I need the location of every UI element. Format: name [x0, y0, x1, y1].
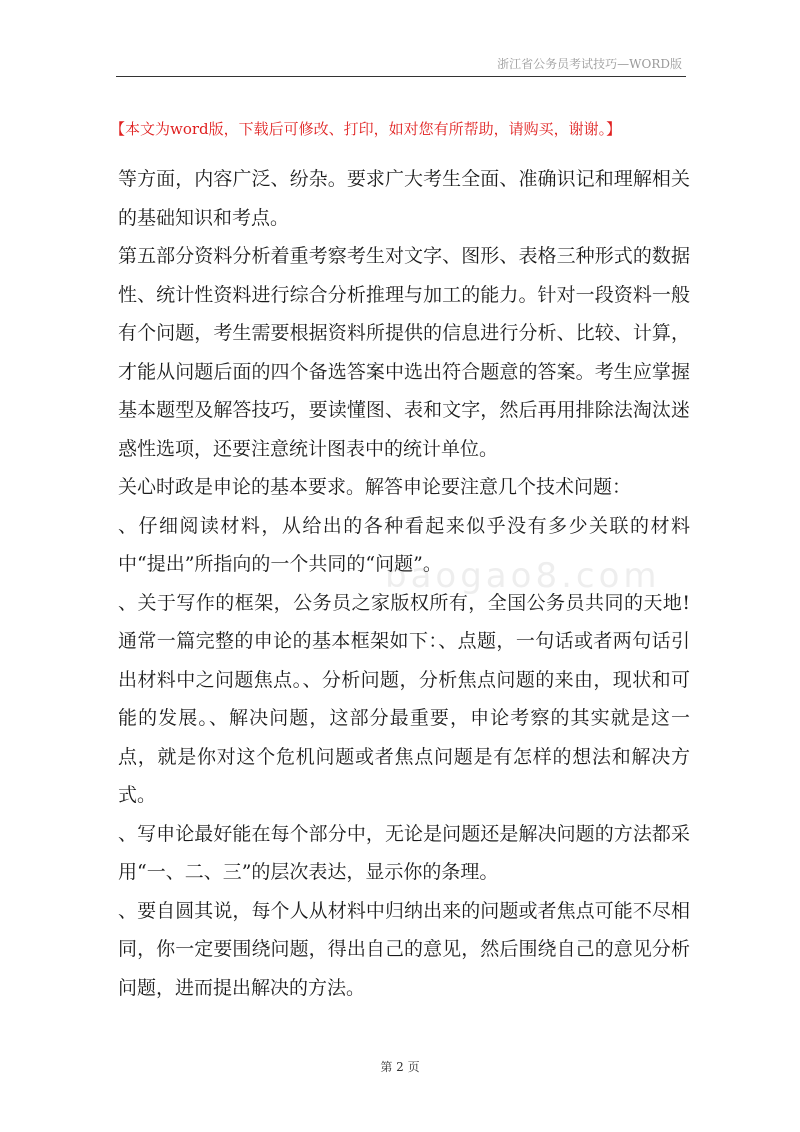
header-title: 浙江省公务员考试技巧—WORD版 — [497, 57, 682, 71]
paragraph: 、仔细阅读材料，从给出的各种看起来似乎没有多少关联的材料中“提出”所指向的一个共同的“问题”。 — [118, 514, 690, 575]
paragraph: 关心时政是申论的基本要求。解答申论要注意几个技术问题： — [118, 476, 632, 498]
paragraph: 、要自圆其说，每个人从材料中归纳出来的问题或者焦点可能不尽相同，你一定要围绕问题，得出自己的意见，然后围绕自己的意见分析问题，进而提出解决的方法。 — [118, 899, 690, 999]
document-body — [118, 160, 690, 1007]
page-header — [116, 56, 686, 77]
paragraph: 等方面，内容广泛、纷杂。要求广大考生全面、准确识记和理解相关的基础知识和考点。 — [118, 168, 690, 229]
paragraph: 、关于写作的框架，公务员之家版权所有，全国公务员共同的天地!通常一篇完整的申论的基本框架如下：、点题，一句话或者两句话引出材料中之问题焦点。、分析问题，分析焦点问题的来由，现状和可能的发展。、解决问题，这部分最重要，申论考察的其实就是这一点，就是你对这个危机问题或者焦点问题是有怎样的想法和解决方式。 — [118, 591, 690, 806]
paragraph: 第五部分资料分析着重考察考生对文字、图形、表格三种形式的数据性、统计性资料进行综合分析推理与加工的能力。针对一段资料一般有个问题，考生需要根据资料所提供的信息进行分析、比较、计算，才能从问题后面的四个备选答案中选出符合题意的答案。考生应掌握基本题型及解答技巧，要读懂图、表和文字，然后再用排除法淘汰迷惑性选项，还要注意统计图表中的统计单位。 — [118, 245, 690, 460]
watermark: baogao8.com — [385, 556, 661, 596]
page-number: 第 2 页 — [380, 1060, 420, 1074]
download-notice: 【本文为word版，下载后可修改、打印，如对您有所帮助，请购买，谢谢。】 — [110, 120, 622, 138]
paragraph: 、写申论最好能在每个部分中，无论是问题还是解决问题的方法都采用“一、二、三”的层次表达，显示你的条理。 — [118, 822, 690, 883]
